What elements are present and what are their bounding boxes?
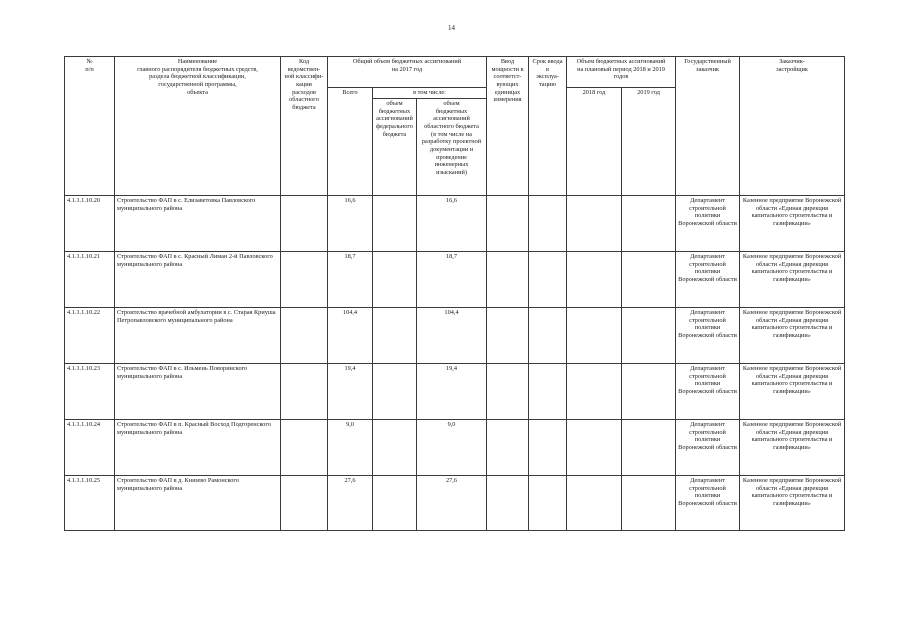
cell-federal — [373, 364, 417, 420]
cell-customer: Департамент строительной политики Воронежской области — [676, 196, 740, 252]
cell-code — [281, 252, 328, 308]
cell-total: 9,0 — [328, 420, 373, 476]
cell-total: 18,7 — [328, 252, 373, 308]
cell-regional: 9,0 — [417, 420, 487, 476]
cell-num: 4.1.1.1.10.21 — [65, 252, 115, 308]
header-regional-text: объем бюджетных ассигнований областного бюджета (в том числе на разработку проектной документации и проведение инженерных изысканий) — [421, 100, 482, 177]
cell-federal — [373, 308, 417, 364]
cell-regional: 104,4 — [417, 308, 487, 364]
cell-regional: 18,7 — [417, 252, 487, 308]
cell-num: 4.1.1.1.10.25 — [65, 476, 115, 531]
header-term-text: Срок ввода в эксплуа- тацию — [532, 58, 563, 89]
cell-name: Строительство врачебной амбулатории в с. Старая Криуша Петропавловского муниципального района — [115, 308, 281, 364]
header-num-text: № п/п — [85, 58, 94, 73]
cell-code — [281, 196, 328, 252]
cell-developer: Казенное предприятие Воронежской области «Единая дирекция капитального строительства и газификации» — [740, 308, 845, 364]
cell-capacity — [487, 252, 529, 308]
cell-name: Строительство ФАП в п. Красный Восход Подгоренского муниципального района — [115, 420, 281, 476]
cell-term — [529, 364, 567, 420]
header-developer-text: Заказчик- застройщик — [776, 58, 808, 73]
cell-capacity — [487, 476, 529, 531]
col-header-2019 — [622, 88, 676, 196]
cell-2018 — [567, 252, 622, 308]
col-header-capacity — [487, 57, 529, 196]
cell-customer: Департамент строительной политики Воронежской области — [676, 364, 740, 420]
cell-2018 — [567, 196, 622, 252]
cell-2018 — [567, 476, 622, 531]
cell-federal — [373, 420, 417, 476]
header-name-text: Наименование главного распорядителя бюджетных средств, раздела бюджетной классификации, государственной программы, объекта — [137, 58, 258, 96]
page-number: 14 — [448, 24, 455, 32]
cell-capacity — [487, 308, 529, 364]
col-header-federal — [373, 99, 417, 196]
cell-num: 4.1.1.1.10.20 — [65, 196, 115, 252]
cell-term — [529, 420, 567, 476]
cell-name: Строительство ФАП в д. Князево Рамонского муниципального района — [115, 476, 281, 531]
header-planned-text: Объем бюджетных ассигнований на плановый период 2018 и 2019 годов — [576, 58, 666, 81]
cell-customer: Департамент строительной политики Воронежской области — [676, 308, 740, 364]
col-header-developer — [740, 57, 845, 196]
cell-2018 — [567, 420, 622, 476]
cell-developer: Казенное предприятие Воронежской области «Единая дирекция капитального строительства и газификации» — [740, 420, 845, 476]
cell-customer: Департамент строительной политики Воронежской области — [676, 420, 740, 476]
header-code-text: Код ведомствен- ной классифи- кации расходов областного бюджета — [284, 58, 324, 112]
cell-developer: Казенное предприятие Воронежской области «Единая дирекция капитального строительства и газификации» — [740, 364, 845, 420]
cell-num: 4.1.1.1.10.24 — [65, 420, 115, 476]
table-row — [65, 196, 845, 252]
cell-capacity — [487, 420, 529, 476]
cell-num: 4.1.1.1.10.23 — [65, 364, 115, 420]
cell-name: Строительство ФАП в с. Красный Лиман 2-й Павловского муниципального района — [115, 252, 281, 308]
cell-capacity — [487, 196, 529, 252]
cell-2018 — [567, 308, 622, 364]
cell-name: Строительство ФАП в с. Ильмень Поворинского муниципального района — [115, 364, 281, 420]
cell-federal — [373, 252, 417, 308]
col-header-customer — [676, 57, 740, 196]
cell-regional: 27,6 — [417, 476, 487, 531]
cell-federal — [373, 196, 417, 252]
table-row — [65, 476, 845, 531]
col-header-total-2017 — [328, 57, 487, 88]
cell-code — [281, 476, 328, 531]
col-header-num — [65, 57, 115, 196]
cell-2019 — [622, 364, 676, 420]
col-header-including — [373, 88, 487, 99]
col-header-total — [328, 88, 373, 196]
header-2019-text: 2019 год — [637, 89, 660, 96]
col-header-regional — [417, 99, 487, 196]
cell-total: 104,4 — [328, 308, 373, 364]
cell-regional: 19,4 — [417, 364, 487, 420]
col-header-term — [529, 57, 567, 196]
cell-customer: Департамент строительной политики Воронежской области — [676, 476, 740, 531]
header-capacity-text: Ввод мощности в соответст- вующих единицах измерения — [491, 58, 524, 104]
cell-2019 — [622, 252, 676, 308]
header-including-text: в том числе: — [413, 89, 446, 96]
cell-total: 16,6 — [328, 196, 373, 252]
col-header-code — [281, 57, 328, 196]
cell-num: 4.1.1.1.10.22 — [65, 308, 115, 364]
cell-total: 27,6 — [328, 476, 373, 531]
header-total-2017-text: Общий объем бюджетных ассигнований на 2017 год — [352, 58, 462, 73]
cell-developer: Казенное предприятие Воронежской области «Единая дирекция капитального строительства и газификации» — [740, 252, 845, 308]
cell-developer: Казенное предприятие Воронежской области «Единая дирекция капитального строительства и газификации» — [740, 196, 845, 252]
budget-table — [64, 56, 845, 531]
header-row-1 — [65, 57, 845, 88]
cell-term — [529, 476, 567, 531]
cell-term — [529, 196, 567, 252]
cell-2019 — [622, 196, 676, 252]
table-row — [65, 420, 845, 476]
cell-2019 — [622, 420, 676, 476]
cell-customer: Департамент строительной политики Воронежской области — [676, 252, 740, 308]
cell-code — [281, 364, 328, 420]
header-federal-text: объем бюджетных ассигнований федерального бюджета — [376, 100, 413, 138]
cell-total: 19,4 — [328, 364, 373, 420]
cell-code — [281, 308, 328, 364]
table-row — [65, 252, 845, 308]
header-total-text: Всего — [342, 89, 358, 96]
cell-2019 — [622, 476, 676, 531]
col-header-planned — [567, 57, 676, 88]
cell-regional: 16,6 — [417, 196, 487, 252]
col-header-name — [115, 57, 281, 196]
cell-code — [281, 420, 328, 476]
cell-2018 — [567, 364, 622, 420]
table-row — [65, 364, 845, 420]
table-row — [65, 308, 845, 364]
cell-term — [529, 308, 567, 364]
cell-term — [529, 252, 567, 308]
header-customer-text: Государственный заказчик — [684, 58, 731, 73]
cell-capacity — [487, 364, 529, 420]
col-header-2018 — [567, 88, 622, 196]
cell-name: Строительство ФАП в с. Елизаветовка Павловского муниципального района — [115, 196, 281, 252]
cell-developer: Казенное предприятие Воронежской области «Единая дирекция капитального строительства и газификации» — [740, 476, 845, 531]
cell-2019 — [622, 308, 676, 364]
cell-federal — [373, 476, 417, 531]
header-2018-text: 2018 год — [582, 89, 606, 96]
